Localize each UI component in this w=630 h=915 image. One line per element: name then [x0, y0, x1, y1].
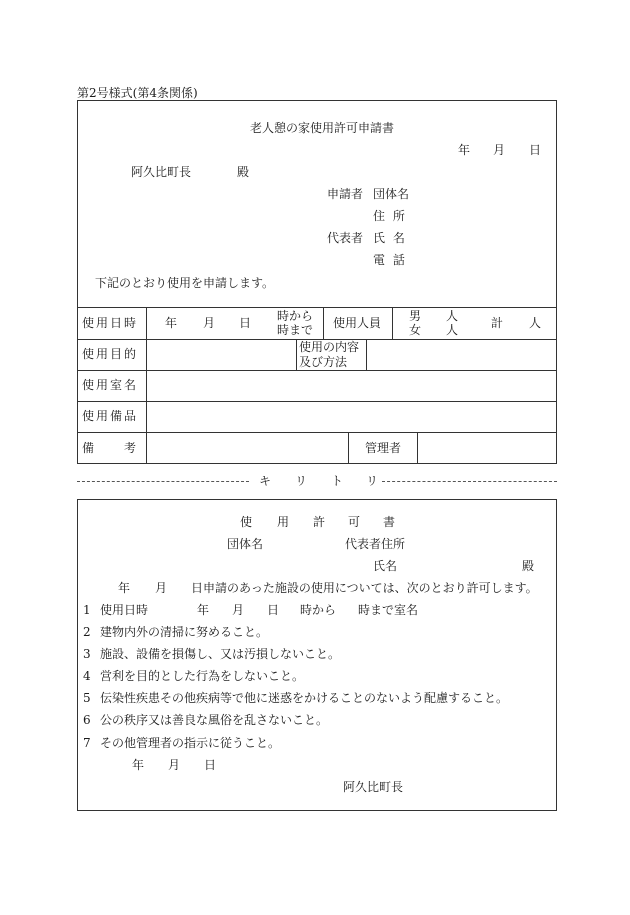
cut-line-char: リ: [295, 474, 308, 488]
table-col-divider: [348, 432, 349, 464]
condition-number: 4: [83, 669, 91, 683]
form-number: 第2号様式(第4条関係): [77, 86, 198, 100]
permit-title-char: 書: [383, 515, 396, 529]
condition-text: 公の秩序又は善良な風俗を乱さないこと。: [100, 713, 329, 727]
name-label: 氏 名: [373, 231, 407, 245]
address-label: 住 所: [373, 209, 407, 223]
cut-line-left: [77, 481, 249, 482]
date-month: 月: [493, 143, 506, 157]
recipient-honorific: 殿: [237, 165, 250, 179]
table-row-divider: [77, 370, 557, 371]
org-label: 団体名: [373, 187, 410, 201]
recipient: 阿久比町長: [131, 165, 192, 179]
application-title: 老人憩の家使用許可申請書: [250, 121, 395, 135]
permit-rep-address-label: 代表者住所: [345, 537, 406, 551]
condition-day: 日: [267, 603, 280, 617]
date-day: 日: [529, 143, 542, 157]
condition-text: 伝染性疾患その他疾病等で他に迷惑をかけることのないよう配慮すること。: [100, 691, 509, 705]
condition-text: 施設、設備を損傷し、又は汚損しないこと。: [100, 647, 341, 661]
condition-year: 年: [197, 603, 210, 617]
people-label: 使用人員: [333, 316, 382, 330]
total-label: 計: [491, 316, 504, 330]
until-label: 時まで: [277, 323, 314, 337]
footer-month: 月: [168, 758, 181, 772]
cut-line-char: リ: [366, 474, 379, 488]
usage-day: 日: [239, 316, 252, 330]
table-col-divider: [417, 432, 418, 464]
issuer: 阿久比町長: [343, 780, 404, 794]
condition-text: 建物内外の清掃に努めること。: [100, 625, 269, 639]
equipment-label: 使用備品: [82, 409, 139, 423]
condition-number: 1: [83, 603, 91, 617]
footer-day: 日: [204, 758, 217, 772]
footer-year: 年: [132, 758, 145, 772]
permit-title-char: 許: [313, 515, 326, 529]
condition-number: 7: [83, 736, 91, 750]
content-label-2: 及び方法: [299, 355, 348, 369]
table-top-border: [77, 307, 557, 308]
date-year: 年: [458, 143, 471, 157]
rep-label: 代表者: [327, 231, 364, 245]
permit-title-char: 用: [277, 515, 290, 529]
condition-number: 6: [83, 713, 91, 727]
applicant-label: 申請者: [327, 187, 364, 201]
application-intro: 下記のとおり使用を申請します。: [95, 276, 275, 290]
condition-from: 時から: [300, 603, 337, 617]
cut-line-char: キ: [259, 474, 272, 488]
statement-month: 月: [155, 581, 168, 595]
female-person-unit: 人: [446, 323, 459, 337]
total-person-unit: 人: [529, 316, 542, 330]
condition-until-room: 時まで室名: [358, 603, 419, 617]
condition-text: 使用日時: [100, 603, 149, 617]
statement-year: 年: [118, 581, 131, 595]
permit-title-char: 使: [240, 515, 253, 529]
condition-number: 2: [83, 625, 91, 639]
table-col-divider: [323, 307, 324, 339]
condition-text: その他管理者の指示に従うこと。: [100, 736, 281, 750]
table-col-divider: [392, 307, 393, 339]
table-label-divider: [146, 307, 147, 464]
male-label: 男: [409, 309, 422, 323]
manager-label: 管理者: [365, 441, 402, 455]
permit-name-label: 氏名: [373, 559, 398, 573]
male-person-unit: 人: [446, 309, 459, 323]
table-row-divider: [77, 401, 557, 402]
purpose-label: 使用目的: [82, 347, 139, 361]
room-label: 使用室名: [82, 378, 139, 392]
condition-number: 3: [83, 647, 91, 661]
female-label: 女: [409, 323, 422, 337]
usage-year: 年: [165, 316, 178, 330]
condition-month: 月: [232, 603, 245, 617]
cut-line-char: ト: [331, 474, 344, 488]
permit-title-char: 可: [348, 515, 361, 529]
statement-text: 日申請のあった施設の使用については、次のとおり許可します。: [191, 581, 538, 595]
table-row-divider: [77, 432, 557, 433]
permit-org-label: 団体名: [227, 537, 264, 551]
condition-number: 5: [83, 691, 91, 705]
phone-label: 電 話: [373, 253, 407, 267]
cut-line-right: [382, 481, 557, 482]
condition-text: 営利を目的とした行為をしないこと。: [100, 669, 305, 683]
remarks-label: 備 考: [82, 441, 139, 455]
usage-datetime-label: 使用日時: [82, 316, 139, 330]
usage-month: 月: [203, 316, 216, 330]
content-label-1: 使用の内容: [299, 340, 360, 354]
table-col-divider: [296, 339, 297, 370]
from-label: 時から: [277, 309, 314, 323]
permit-honorific: 殿: [522, 559, 535, 573]
table-col-divider: [366, 339, 367, 370]
